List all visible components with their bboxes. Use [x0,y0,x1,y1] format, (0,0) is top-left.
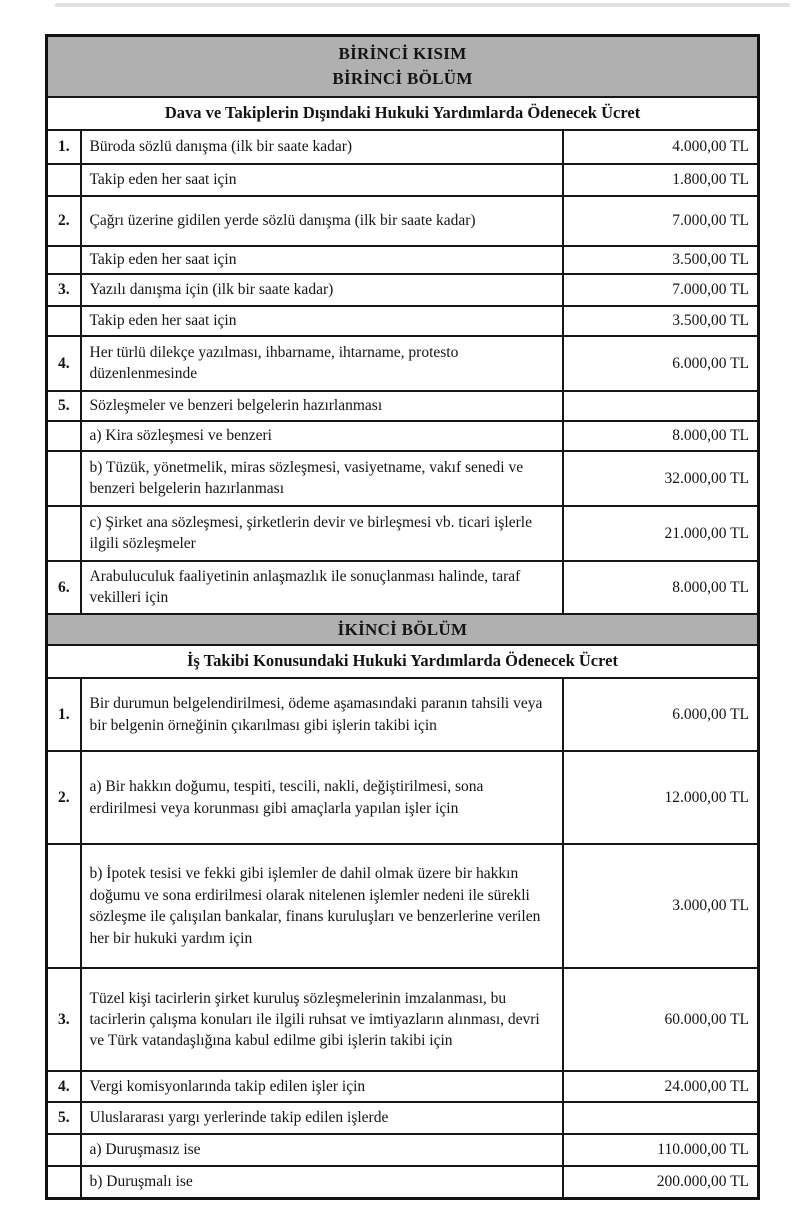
row-description: a) Bir hakkın doğumu, tespiti, tescili, nakli, değiştirilmesi, sona erdirilmesi veya korunması gibi amaçlarla yapılan işler için [81,751,563,844]
row-fee: 12.000,00 TL [563,751,759,844]
table-row [47,1166,759,1198]
row-fee [563,391,759,421]
row-number: 4. [47,336,81,391]
section1-subtitle: Dava ve Takiplerin Dışındaki Hukuki Yardımlarda Ödenecek Ücret [47,97,759,130]
table-row [47,336,759,391]
row-fee: 3.000,00 TL [563,844,759,968]
table-row [47,274,759,306]
row-number: 2. [47,196,81,246]
fee-schedule-container [45,34,757,1200]
row-description: Arabuluculuk faaliyetinin anlaşmazlık ile sonuçlanması halinde, taraf vekilleri için [81,561,563,614]
table-row [47,506,759,561]
part-heading-cell [47,36,759,97]
row-number [47,164,81,196]
row-number [47,1166,81,1198]
part-heading: BİRİNCİ KISIM [338,44,467,63]
table-row [47,97,759,130]
fee-schedule-table [45,34,760,1200]
row-fee [563,1102,759,1134]
table-row [47,421,759,451]
row-fee: 7.000,00 TL [563,274,759,306]
row-description: Uluslararası yargı yerlerinde takip edilen işlerde [81,1102,563,1134]
table-row [47,645,759,678]
row-fee: 110.000,00 TL [563,1134,759,1166]
row-fee: 21.000,00 TL [563,506,759,561]
row-description: b) Duruşmalı ise [81,1166,563,1198]
row-number [47,421,81,451]
row-number: 1. [47,130,81,164]
row-number: 1. [47,678,81,751]
row-fee: 200.000,00 TL [563,1166,759,1198]
row-fee: 32.000,00 TL [563,451,759,506]
table-row [47,196,759,246]
row-description: Yazılı danışma için (ilk bir saate kadar) [81,274,563,306]
row-number: 2. [47,751,81,844]
row-fee: 24.000,00 TL [563,1071,759,1102]
row-description: Takip eden her saat için [81,164,563,196]
row-number: 3. [47,274,81,306]
row-description: Tüzel kişi tacirlerin şirket kuruluş sözleşmelerinin imzalanması, bu tacirlerin çalışma konuları ile ilgili ruhsat ve imtiyazların alınması, devri ve Türk vatandaşlığına kabul edilme gibi işlerin takibi için [81,968,563,1071]
row-description: a) Duruşmasız ise [81,1134,563,1166]
row-description: Takip eden her saat için [81,246,563,274]
row-description: b) Tüzük, yönetmelik, miras sözleşmesi, vasiyetname, vakıf senedi ve benzeri belgelerin hazırlanması [81,451,563,506]
row-description: Büroda sözlü danışma (ilk bir saate kadar) [81,130,563,164]
row-number: 6. [47,561,81,614]
table-row [47,306,759,336]
row-number: 3. [47,968,81,1071]
row-description: b) İpotek tesisi ve fekki gibi işlemler de dahil olmak üzere bir hakkın doğumu ve sona erdirilmesi olarak nitelenen işlemler nedeni ile sürekli sözleşme ile çalışılan bankalar, finans kuruluşları ve benzerlerine verilen her bir hukuki yardım için [81,844,563,968]
row-fee: 3.500,00 TL [563,306,759,336]
row-number [47,306,81,336]
row-fee: 8.000,00 TL [563,421,759,451]
table-row [47,1134,759,1166]
row-number: 5. [47,391,81,421]
table-row [47,391,759,421]
row-fee: 6.000,00 TL [563,678,759,751]
table-row [47,36,759,97]
table-row [47,246,759,274]
row-number [47,451,81,506]
table-row [47,844,759,968]
row-fee: 4.000,00 TL [563,130,759,164]
row-number [47,1134,81,1166]
table-row [47,968,759,1071]
row-number: 5. [47,1102,81,1134]
row-description: Sözleşmeler ve benzeri belgelerin hazırlanması [81,391,563,421]
row-description: c) Şirket ana sözleşmesi, şirketlerin devir ve birleşmesi vb. ticari işlerle ilgili sözleşmeler [81,506,563,561]
table-row [47,164,759,196]
section1-heading: BİRİNCİ BÖLÜM [332,69,473,89]
table-row [47,1071,759,1102]
row-description: Vergi komisyonlarında takip edilen işler için [81,1071,563,1102]
row-description: Her türlü dilekçe yazılması, ihbarname, ihtarname, protesto düzenlenmesinde [81,336,563,391]
row-description: Takip eden her saat için [81,306,563,336]
row-fee: 60.000,00 TL [563,968,759,1071]
row-number [47,844,81,968]
table-row [47,451,759,506]
row-fee: 3.500,00 TL [563,246,759,274]
row-fee: 1.800,00 TL [563,164,759,196]
table-row [47,614,759,645]
table-row [47,1102,759,1134]
row-description: Bir durumun belgelendirilmesi, ödeme aşamasındaki paranın tahsili veya bir belgenin örneğinin çıkarılması gibi işlerin takibi için [81,678,563,751]
table-row [47,751,759,844]
table-row [47,130,759,164]
row-fee: 6.000,00 TL [563,336,759,391]
row-number: 4. [47,1071,81,1102]
section2-subtitle: İş Takibi Konusundaki Hukuki Yardımlarda Ödenecek Ücret [47,645,759,678]
row-fee: 8.000,00 TL [563,561,759,614]
scan-artifact-streak [55,3,790,7]
row-fee: 7.000,00 TL [563,196,759,246]
row-description: a) Kira sözleşmesi ve benzeri [81,421,563,451]
section2-heading: İKİNCİ BÖLÜM [47,614,759,645]
table-row [47,678,759,751]
row-number [47,506,81,561]
row-number [47,246,81,274]
table-row [47,561,759,614]
row-description: Çağrı üzerine gidilen yerde sözlü danışma (ilk bir saate kadar) [81,196,563,246]
